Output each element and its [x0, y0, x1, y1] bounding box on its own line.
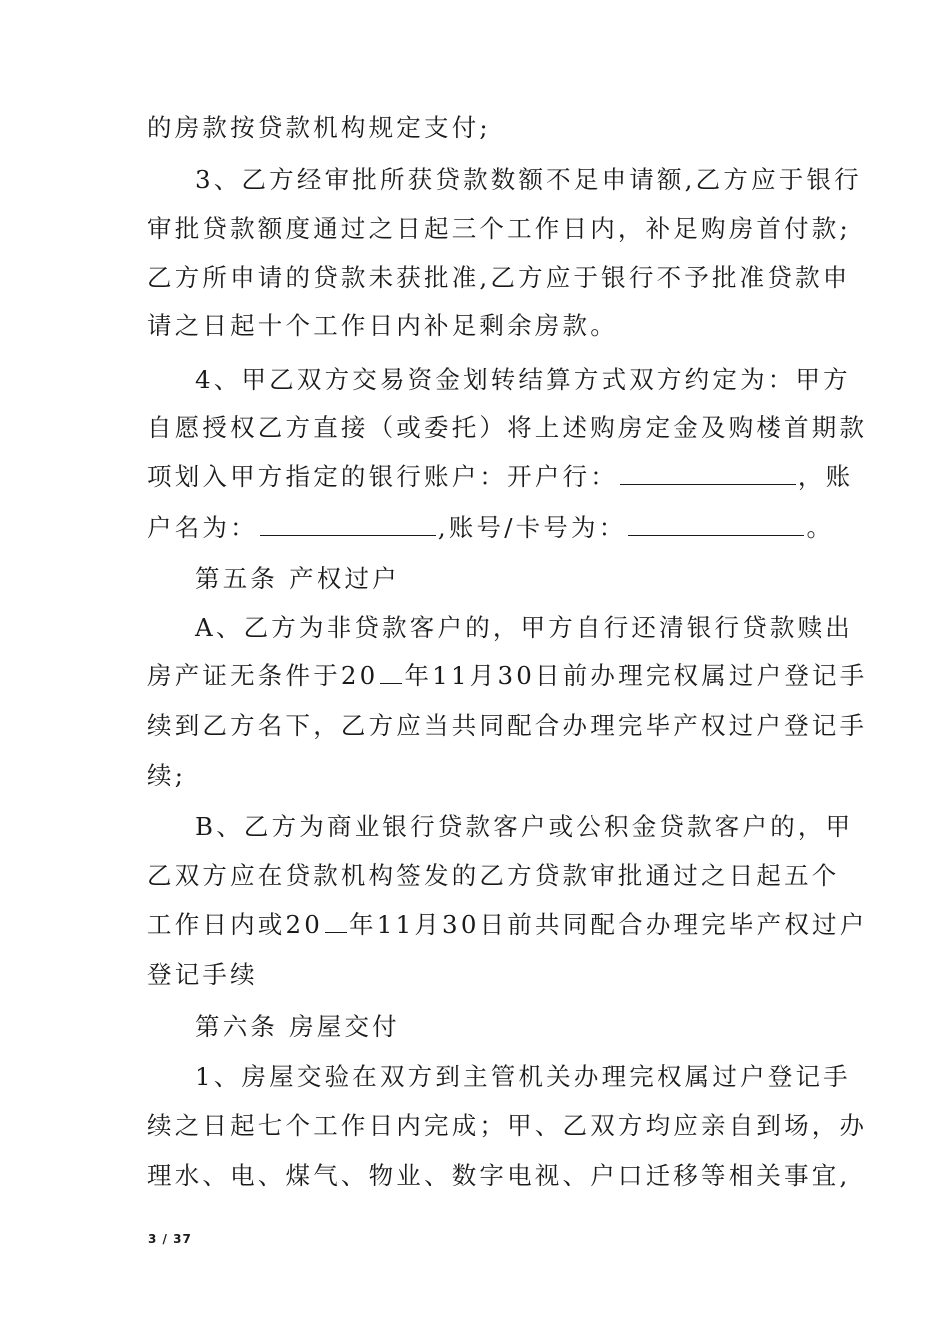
text-segment: 年11月30日前共同配合办理完毕产权过户: [349, 910, 868, 939]
text-line: [147, 660, 868, 692]
text-line: [147, 512, 835, 544]
section-heading: 第六条 房屋交付: [195, 1012, 400, 1041]
text-segment: ，账: [797, 462, 854, 491]
fill-in-blank: [325, 910, 347, 933]
text-line: 乙方所申请的贷款未获批准,乙方应于银行不予批准贷款申: [147, 263, 851, 292]
fill-in-blank: [380, 661, 402, 684]
fill-in-blank: [620, 462, 796, 485]
text-line: [147, 461, 854, 493]
text-line: 自愿授权乙方直接（或委托）将上述购房定金及购楼首期款: [147, 413, 868, 442]
text-line: 的房款按贷款机构规定支付;: [147, 113, 491, 142]
text-line: 审批贷款额度通过之日起三个工作日内，补足购房首付款;: [147, 214, 851, 243]
text-line: 续到乙方名下，乙方应当共同配合办理完毕产权过户登记手: [147, 711, 868, 740]
text-line: 续;: [147, 761, 187, 790]
fill-in-blank: [260, 513, 436, 536]
text-line: B、乙方为商业银行贷款客户或公积金贷款客户的，甲: [195, 812, 854, 841]
text-line: A、乙方为非贷款客户的，甲方自行还清银行贷款赎出: [195, 613, 853, 642]
text-segment: 。: [806, 513, 835, 542]
text-line: 4、甲乙双方交易资金划转结算方式双方约定为：甲方: [195, 365, 851, 394]
text-line: 理水、电、煤气、物业、数字电视、户口迁移等相关事宜,: [147, 1161, 851, 1190]
text-line: 续之日起七个工作日内完成；甲、乙双方均应亲自到场，办: [147, 1111, 868, 1140]
text-segment: 房产证无条件于20: [147, 661, 379, 690]
section-heading: 第五条 产权过户: [195, 564, 400, 593]
text-line: 1、房屋交验在双方到主管机关办理完权属过户登记手: [195, 1062, 851, 1091]
text-line: 请之日起十个工作日内补足剩余房款。: [147, 311, 618, 340]
text-line: [147, 909, 868, 941]
text-segment: ,账号/卡号为：: [437, 513, 627, 542]
page-number: 3 / 37: [148, 1232, 192, 1246]
text-segment: 户名为：: [147, 513, 258, 542]
text-segment: 工作日内或20: [147, 910, 324, 939]
fill-in-blank: [628, 513, 804, 536]
text-segment: 项划入甲方指定的银行账户：开户行：: [147, 462, 618, 491]
text-line: 登记手续: [147, 960, 258, 989]
text-segment: 年11月30日前办理完权属过户登记手: [404, 661, 868, 690]
text-line: 乙双方应在贷款机构签发的乙方贷款审批通过之日起五个: [147, 861, 840, 890]
text-line: 3、乙方经审批所获贷款数额不足申请额,乙方应于银行: [195, 165, 862, 194]
